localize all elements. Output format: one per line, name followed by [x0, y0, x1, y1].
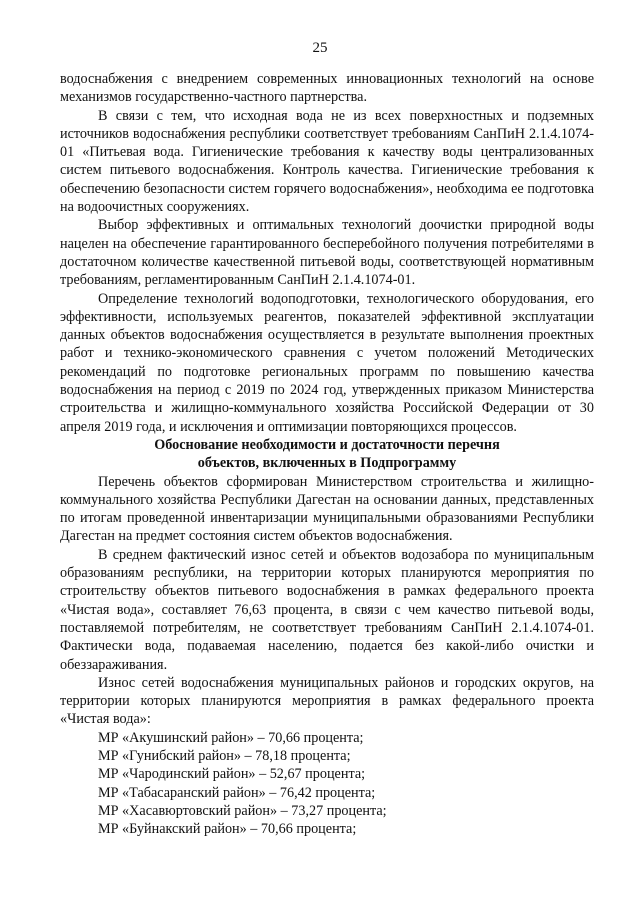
- list-item: МР «Буйнакский район» – 70,66 процента;: [98, 821, 357, 838]
- list-item: МР «Акушинский район» – 70,66 процента;: [98, 729, 364, 746]
- district-wear-list: [60, 729, 594, 839]
- list-item: МР «Хасавюртовский район» – 73,27 процента;: [98, 802, 387, 819]
- list-item: МР «Чародинский район» – 52,67 процента;: [98, 766, 366, 783]
- document-body: [60, 70, 594, 838]
- section-heading-line-1: Обоснование необходимости и достаточности перечня: [154, 436, 500, 453]
- page-number: 25: [312, 40, 328, 56]
- paragraph: Определение технологий водоподготовки, технологического оборудования, его эффективности, используемых реагентов, показателей эффективной эксплуатации данных объектов водоснабжения осуществляется в результате выполнения проектных работ и технико-экономического сравнения с учетом положений Методических рекомендаций по подготовке региональных программ по повышению качества водоснабжения на период с 2019 по 2024 год, утвержденных приказом Министерства строительства и жилищно-коммунального хозяйства Российской Федерации от 30 апреля 2019 года, и исключения и оптимизации повторяющихся процессов.: [60, 290, 594, 435]
- paragraph: Перечень объектов сформирован Министерством строительства и жилищно-коммунального хозяйства Республики Дагестан на основании данных, представленных по итогам проведенной инвентаризации муниципальными образованиями Республики Дагестан на предмет состояния систем объектов водоснабжения.: [60, 473, 594, 545]
- paragraph: водоснабжения с внедрением современных инновационных технологий на основе механизмов государственно-частного партнерства.: [60, 71, 594, 106]
- list-item: МР «Табасаранский район» – 76,42 процента;: [98, 784, 376, 801]
- list-item: МР «Гунибский район» – 78,18 процента;: [98, 747, 351, 764]
- paragraph: В связи с тем, что исходная вода не из всех поверхностных и подземных источников водоснабжения республики соответствует требованиям СанПиН 2.1.4.1074-01 «Питьевая вода. Гигиенические требования к качеству воды централизованных систем питьевого водоснабжения. Контроль качества. Гигиенические требования к обеспечению безопасности систем горячего водоснабжения», необходима ее подготовка на водоочистных сооружениях.: [60, 107, 594, 216]
- paragraph: В среднем фактический износ сетей и объектов водозабора по муниципальным образованиям республики, на территории которых планируются мероприятия по строительству объектов питьевого водоснабжения в рамках федерального проекта «Чистая вода», составляет 76,63 процента, в связи с чем качество питьевой воды, поставляемой потребителям, не соответствует требованиям СанПиН 2.1.4.1074-01. Фактически вода, подаваемая населению, подается без какой-либо очистки и обеззараживания.: [60, 546, 594, 673]
- section-heading-line-2: объектов, включенных в Подпрограмму: [197, 455, 457, 472]
- paragraph: Выбор эффективных и оптимальных технологий доочистки природной воды нацелен на обеспечение гарантированного бесперебойного получения потребителями в достаточном количестве качественной питьевой воды, соответствующей нормативным требованиям, регламентированным СанПиН 2.1.4.1074-01.: [60, 217, 594, 289]
- paragraph: Износ сетей водоснабжения муниципальных районов и городских округов, на территории которых планируются мероприятия в рамках федерального проекта «Чистая вода»:: [60, 674, 594, 728]
